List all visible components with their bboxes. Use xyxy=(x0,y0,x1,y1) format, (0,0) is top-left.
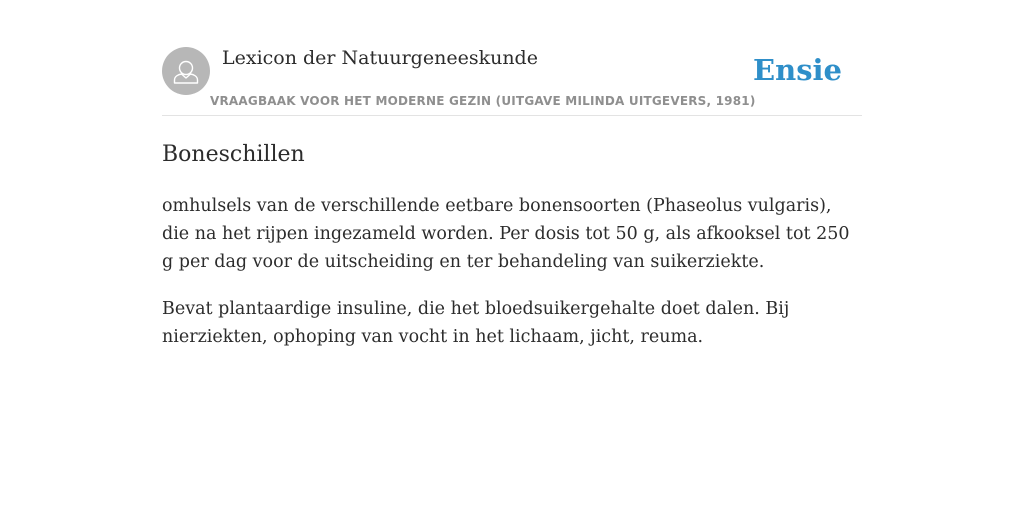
lexicon-title[interactable]: Lexicon der Natuurgeneeskunde xyxy=(222,47,538,69)
entry-paragraph: omhulsels van de verschillende eetbare bonensoorten (Phaseolus vulgaris), die na het rijpen ingezameld worden. Per dosis tot 50 g, als afkooksel tot 250 g per dag voor de uitscheiding en ter behandeling van suikerziekte. xyxy=(162,196,850,272)
entry-term: Boneschillen xyxy=(162,142,305,167)
page xyxy=(162,0,862,512)
entry-header xyxy=(162,0,862,116)
avatar[interactable] xyxy=(162,47,210,95)
entry-content xyxy=(162,192,862,370)
source-reference: VRAAGBAAK VOOR HET MODERNE GEZIN (UITGAVE MILINDA UITGEVERS, 1981) xyxy=(210,94,756,108)
user-icon xyxy=(162,47,210,95)
ensie-logo[interactable]: Ensie xyxy=(753,53,842,87)
entry-paragraph: Bevat plantaardige insuline, die het bloedsuikergehalte doet dalen. Bij nierziekten, ophoping van vocht in het lichaam, jicht, reuma. xyxy=(162,299,790,347)
